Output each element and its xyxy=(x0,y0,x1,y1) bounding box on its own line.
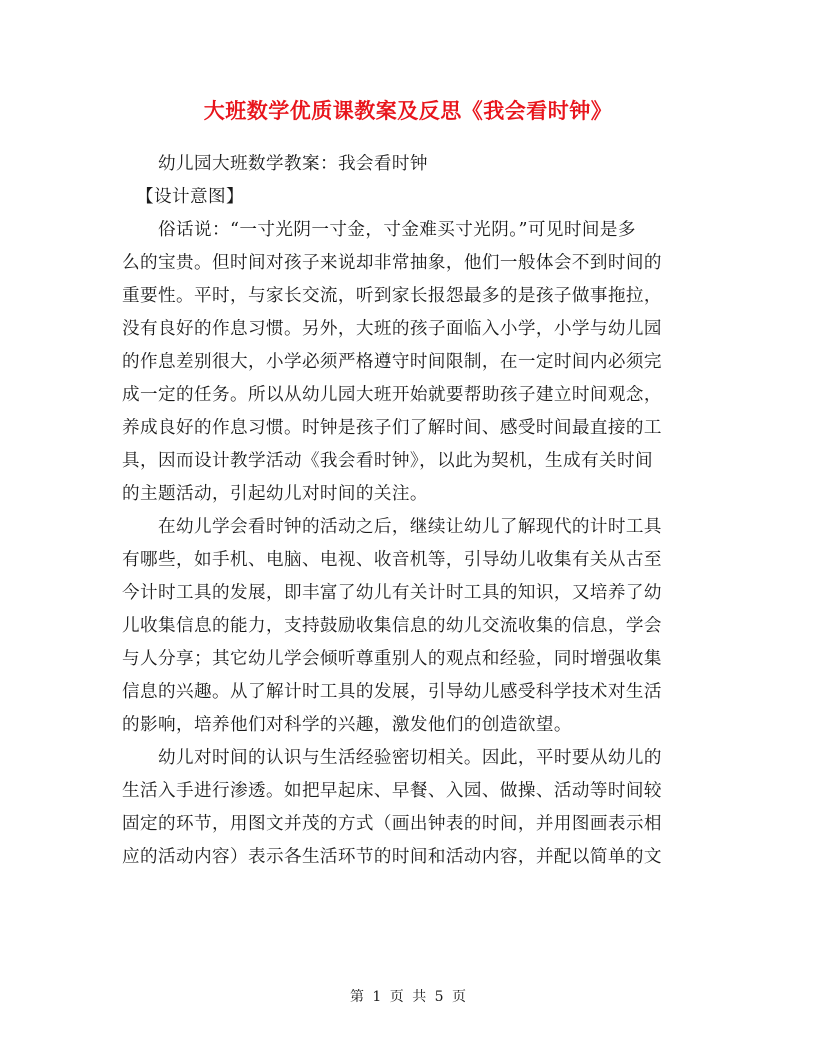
paragraph-line: 幼儿对时间的认识与生活经验密切相关。因此，平时要从幼儿的 xyxy=(158,748,662,768)
section-heading: 【设计意图】 xyxy=(136,187,244,207)
paragraph-line: 成一定的任务。所以从幼儿园大班开始就要帮助孩子建立时间观念， xyxy=(122,385,662,405)
paragraph-line: 俗话说：“一寸光阴一寸金，寸金难买寸光阴。”可见时间是多 xyxy=(158,220,636,240)
paragraph-line: 的影响，培养他们对科学的兴趣，激发他们的创造欲望。 xyxy=(122,715,572,735)
paragraph-line: 么的宝贵。但时间对孩子来说却非常抽象，他们一般体会不到时间的 xyxy=(122,253,662,273)
subtitle: 幼儿园大班数学教案：我会看时钟 xyxy=(158,154,428,174)
document-body xyxy=(122,148,694,874)
page-footer: 第 1 页 共 5 页 xyxy=(349,989,467,1005)
paragraph-line: 养成良好的作息习惯。时钟是孩子们了解时间、感受时间最直接的工 xyxy=(122,418,662,438)
paragraph-line: 有哪些，如手机、电脑、电视、收音机等，引导幼儿收集有关从古至 xyxy=(122,550,662,570)
paragraph-line: 儿收集信息的能力，支持鼓励收集信息的幼儿交流收集的信息，学会 xyxy=(122,616,662,636)
paragraph-1 xyxy=(122,214,694,511)
paragraph-line: 重要性。平时，与家长交流，听到家长报怨最多的是孩子做事拖拉， xyxy=(122,286,662,306)
paragraph-line: 在幼儿学会看时钟的活动之后，继续让幼儿了解现代的计时工具 xyxy=(158,517,662,537)
document-title: 大班数学优质课教案及反思《我会看时钟》 xyxy=(203,98,613,123)
paragraph-2 xyxy=(122,511,694,742)
paragraph-line: 与人分享；其它幼儿学会倾听尊重别人的观点和经验，同时增强收集 xyxy=(122,649,662,669)
paragraph-line: 固定的环节，用图文并茂的方式（画出钟表的时间，并用图画表示相 xyxy=(122,814,662,834)
paragraph-line: 今计时工具的发展，即丰富了幼儿有关计时工具的知识，又培养了幼 xyxy=(122,583,662,603)
paragraph-line: 的作息差别很大，小学必须严格遵守时间限制，在一定时间内必须完 xyxy=(122,352,662,372)
paragraph-3 xyxy=(122,742,694,874)
paragraph-line: 具，因而设计教学活动《我会看时钟》，以此为契机，生成有关时间 xyxy=(122,451,654,471)
paragraph-line: 信息的兴趣。从了解计时工具的发展，引导幼儿感受科学技术对生活 xyxy=(122,682,662,702)
paragraph-line: 没有良好的作息习惯。另外，大班的孩子面临入小学，小学与幼儿园 xyxy=(122,319,662,339)
paragraph-line: 的主题活动，引起幼儿对时间的关注。 xyxy=(122,484,428,504)
paragraph-line: 应的活动内容）表示各生活环节的时间和活动内容，并配以简单的文 xyxy=(122,847,662,867)
paragraph-line: 生活入手进行渗透。如把早起床、早餐、入园、做操、活动等时间较 xyxy=(122,781,662,801)
